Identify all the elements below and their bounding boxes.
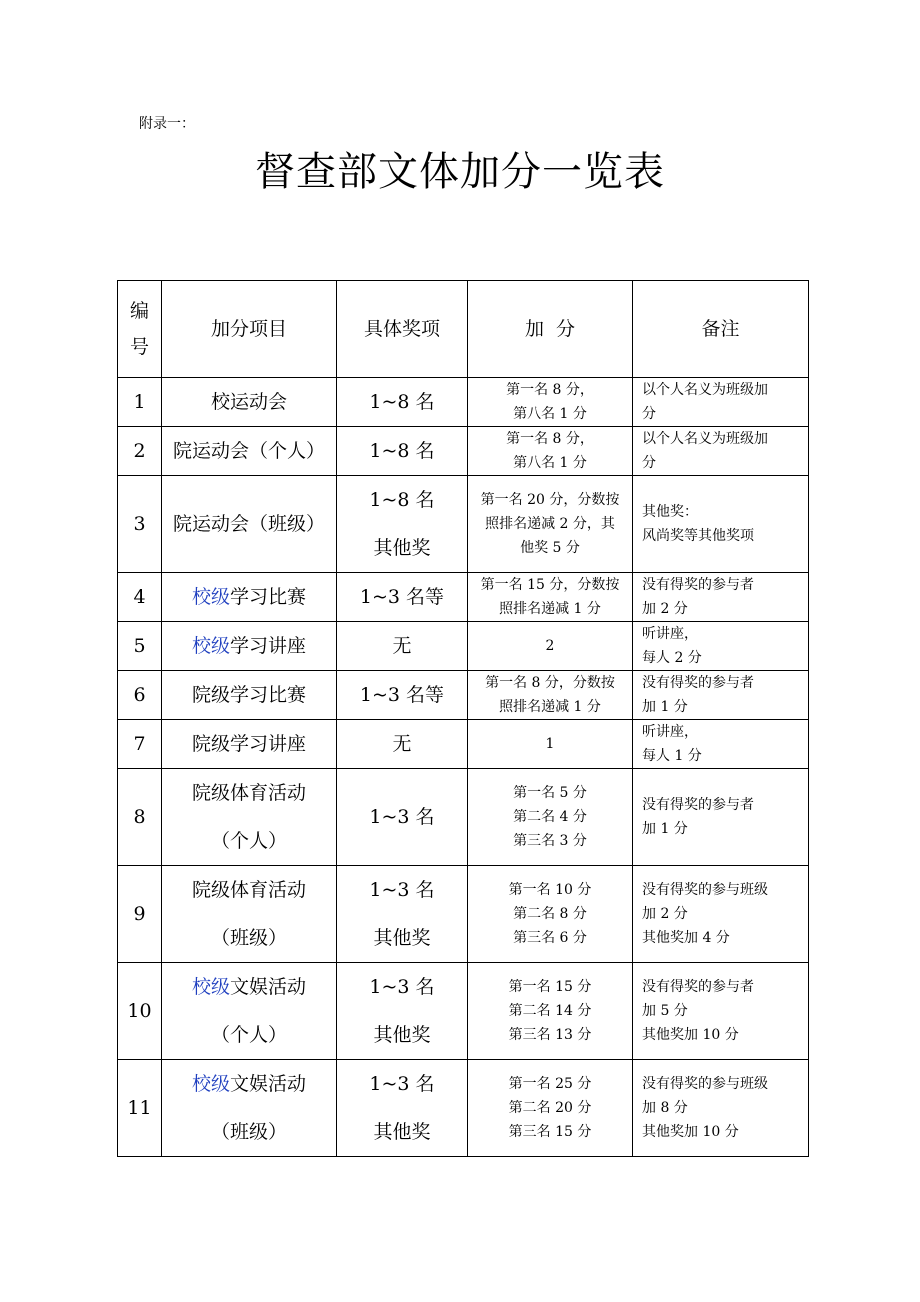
item-highlight: 校级 [191, 1073, 230, 1095]
row-item: 院运动会（个人） [162, 427, 337, 476]
table-header-row [118, 281, 809, 378]
row-score: 1 [468, 720, 633, 769]
table-row [118, 427, 809, 476]
row-item: 校级学习比赛 [162, 573, 337, 622]
row-item: 院运动会（班级） [162, 476, 337, 573]
row-number: 7 [118, 720, 162, 769]
row-award: 1~3 名 其他奖 [337, 963, 468, 1060]
row-note: 没有得奖的参与者 加 2 分 [633, 573, 809, 622]
row-item: 校运动会 [162, 378, 337, 427]
table-row [118, 769, 809, 866]
row-item: 校级文娱活动 （个人） [162, 963, 337, 1060]
row-item: 院级体育活动 （个人） [162, 769, 337, 866]
header-item: 加分项目 [162, 281, 337, 378]
row-note: 听讲座， 每人 1 分 [633, 720, 809, 769]
item-highlight: 校级 [191, 586, 230, 608]
row-award: 1~3 名等 [337, 573, 468, 622]
row-note: 听讲座， 每人 2 分 [633, 622, 809, 671]
row-number: 4 [118, 573, 162, 622]
table-row [118, 573, 809, 622]
row-item: 校级文娱活动 （班级） [162, 1060, 337, 1157]
row-score: 第一名 5 分 第二名 4 分 第三名 3 分 [468, 769, 633, 866]
table-row [118, 671, 809, 720]
row-score: 第一名 8 分，分数按 照排名递减 1 分 [468, 671, 633, 720]
row-number: 10 [118, 963, 162, 1060]
row-item: 校级学习讲座 [162, 622, 337, 671]
row-award: 无 [337, 720, 468, 769]
table-row [118, 963, 809, 1060]
item-highlight: 校级 [191, 635, 230, 657]
row-award: 1~8 名 其他奖 [337, 476, 468, 573]
row-award: 1~3 名等 [337, 671, 468, 720]
table-row [118, 720, 809, 769]
row-note: 没有得奖的参与者 加 1 分 [633, 671, 809, 720]
row-score: 第一名 25 分 第二名 20 分 第三名 15 分 [468, 1060, 633, 1157]
row-number: 5 [118, 622, 162, 671]
row-number: 9 [118, 866, 162, 963]
row-note: 没有得奖的参与班级 加 8 分 其他奖加 10 分 [633, 1060, 809, 1157]
row-note: 以个人名义为班级加 分 [633, 378, 809, 427]
row-item: 院级学习比赛 [162, 671, 337, 720]
row-note: 没有得奖的参与者 加 5 分 其他奖加 10 分 [633, 963, 809, 1060]
header-score: 加 分 [468, 281, 633, 378]
item-highlight: 校级 [191, 976, 230, 998]
table-row [118, 866, 809, 963]
row-award: 1~3 名 [337, 769, 468, 866]
header-award: 具体奖项 [337, 281, 468, 378]
row-award: 1~3 名 其他奖 [337, 1060, 468, 1157]
score-table [117, 280, 809, 1157]
header-number: 编 号 [118, 281, 162, 378]
row-score: 第一名 20 分，分数按 照排名递减 2 分，其 他奖 5 分 [468, 476, 633, 573]
table-row [118, 1060, 809, 1157]
header-note: 备注 [633, 281, 809, 378]
row-award: 无 [337, 622, 468, 671]
row-item: 院级体育活动 （班级） [162, 866, 337, 963]
row-number: 11 [118, 1060, 162, 1157]
table-row [118, 476, 809, 573]
row-score: 第一名 15 分 第二名 14 分 第三名 13 分 [468, 963, 633, 1060]
row-note: 其他奖： 风尚奖等其他奖项 [633, 476, 809, 573]
row-number: 2 [118, 427, 162, 476]
row-award: 1~8 名 [337, 378, 468, 427]
row-score: 第一名 8 分， 第八名 1 分 [468, 378, 633, 427]
row-number: 8 [118, 769, 162, 866]
page-title: 督查部文体加分一览表 [255, 149, 665, 195]
row-number: 3 [118, 476, 162, 573]
row-score: 第一名 8 分， 第八名 1 分 [468, 427, 633, 476]
row-award: 1~3 名 其他奖 [337, 866, 468, 963]
table-row [118, 622, 809, 671]
row-score: 2 [468, 622, 633, 671]
row-number: 1 [118, 378, 162, 427]
row-score: 第一名 10 分 第二名 8 分 第三名 6 分 [468, 866, 633, 963]
row-note: 没有得奖的参与者 加 1 分 [633, 769, 809, 866]
row-number: 6 [118, 671, 162, 720]
table-row [118, 378, 809, 427]
row-award: 1~8 名 [337, 427, 468, 476]
row-note: 没有得奖的参与班级 加 2 分 其他奖加 4 分 [633, 866, 809, 963]
appendix-label: 附录一： [139, 116, 195, 132]
row-item: 院级学习讲座 [162, 720, 337, 769]
row-note: 以个人名义为班级加 分 [633, 427, 809, 476]
table-body [118, 378, 809, 1157]
row-score: 第一名 15 分，分数按 照排名递减 1 分 [468, 573, 633, 622]
